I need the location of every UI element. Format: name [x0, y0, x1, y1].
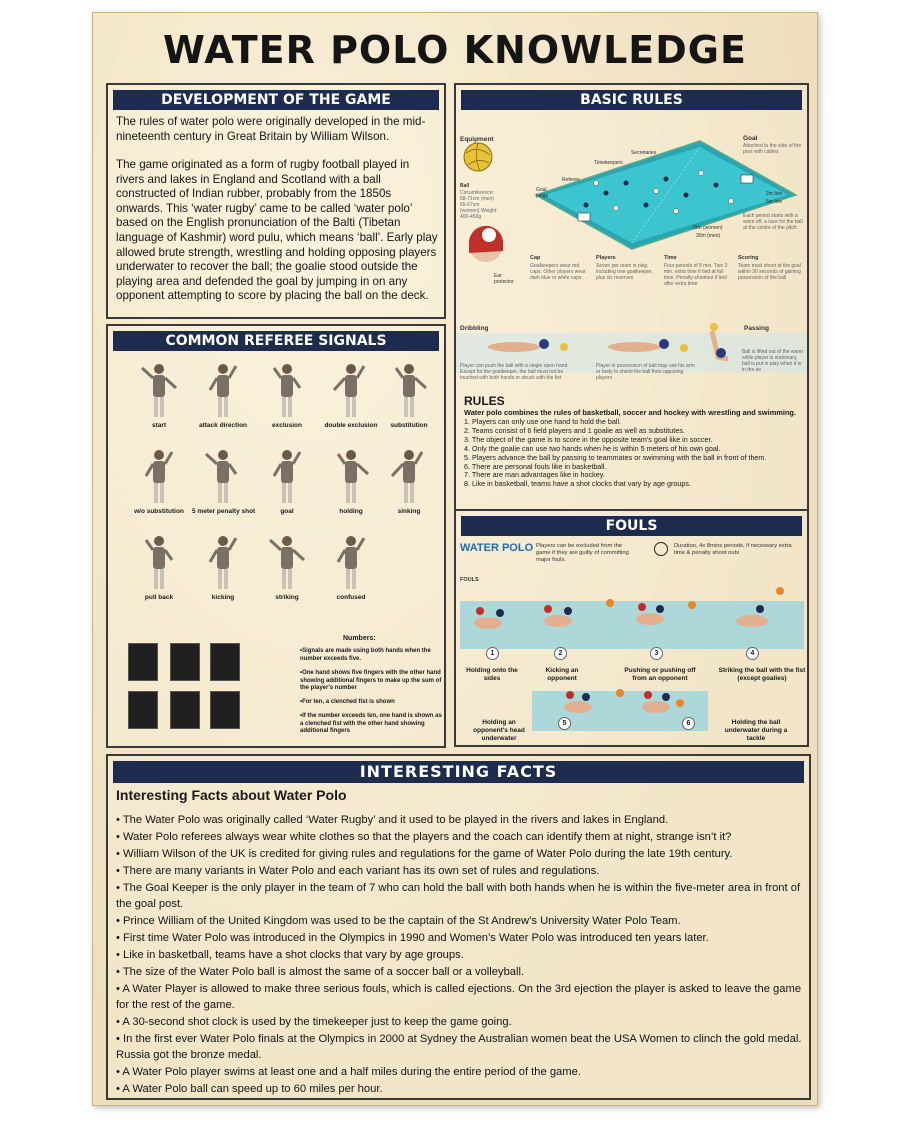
referee-figure-icon	[128, 360, 190, 420]
referee-signal	[128, 532, 190, 601]
hand-number-icon	[210, 691, 240, 729]
poster	[92, 12, 818, 1106]
foul-number: 6	[682, 717, 695, 730]
rule-item: 8. Like in basketball, teams have a shot clocks that vary by age groups.	[464, 479, 691, 489]
signal-label: striking	[275, 594, 299, 601]
fact-item: • Like in basketball, teams have a shot clocks that vary by age groups.	[116, 949, 464, 961]
women-length-label: 25m (women)	[692, 225, 723, 231]
foul-number: 1	[486, 647, 499, 660]
referee-label: Referee	[562, 177, 580, 183]
hand-number-icon	[128, 691, 158, 729]
signal-label: pull back	[144, 594, 174, 601]
foul-number: 2	[554, 647, 567, 660]
rules-title: RULES	[464, 394, 505, 408]
dribbling-label: Dribbling	[460, 325, 489, 332]
rule-item: 6. There are personal fouls like in basketball.	[464, 461, 607, 471]
referee-figure-icon	[320, 360, 382, 420]
cap-note: Goalkeepers wear red caps. Other players wear dark blue or white caps	[530, 263, 586, 281]
referee-figure-icon	[256, 360, 318, 420]
fact-item: • Water Polo referees always wear white clothes so that the players and the coach can identify them at night, strange isn’t it?	[116, 831, 732, 843]
dribbling-note: Player can push the ball with a single open hand. Except for the goalkeeper, the ball must not be touched with both hands or struck with the fist	[460, 363, 569, 381]
goal-note: Attached to the side of the pool with cables	[743, 143, 802, 155]
signal-label: 5 meter penalty shot	[192, 508, 256, 515]
fact-item: • The Water Polo was originally called ‘Water Rugby’ and it used to be played in the rivers and lakes in England.	[116, 814, 669, 826]
ball-note: Circumference: 68-71cm (men) 65-67cm (women) Weight: 400-450g	[460, 190, 498, 220]
referee-signal	[320, 446, 382, 515]
fouls-label: FOULS	[460, 577, 479, 583]
foul-caption: Holding the ball underwater during a tackle	[724, 719, 788, 742]
scoring-label: Scoring	[738, 255, 759, 261]
fact-item: • In the first ever Water Polo finals at the Olympics in 2000 at Sydney the Australian women beat the USA Women to clinch the gold medal. Russia got the bronze medal.	[116, 1033, 802, 1061]
stopwatch-icon	[654, 542, 668, 556]
basic-rules-heading: BASIC RULES	[461, 90, 802, 110]
referee-figure-icon	[192, 446, 254, 506]
referee-signal	[378, 360, 440, 429]
rule-item: 7. There are man advantages like in hockey.	[464, 470, 605, 480]
signal-label: substitution	[390, 422, 428, 429]
signal-label: goal	[280, 508, 294, 515]
foul-number: 4	[746, 647, 759, 660]
numbers-note: •For ten, a clenched fist is shown	[300, 699, 395, 705]
referee-signal	[320, 532, 382, 601]
fact-item: • William Wilson of the UK is credited for giving rules and regulations for the game of Water Polo during the late 19th century.	[116, 848, 733, 860]
referee-signal	[128, 360, 190, 429]
signal-label: start	[151, 422, 167, 429]
ball-icon	[464, 143, 492, 171]
hand-number-icon	[210, 643, 240, 681]
fact-item: • There are many variants in Water Polo and each variant has its own set of rules and regulations.	[116, 865, 600, 877]
men-length-label: 30m (men)	[696, 233, 721, 239]
two-metre-line-label: 2m line	[766, 191, 783, 197]
five-metre-line-label: 5m line	[766, 199, 783, 205]
time-note: Four periods of 8 min. Two 3 min. extra time if tied at full time. Penalty shootout if tied after extra time	[664, 263, 728, 287]
referee-signal	[256, 360, 318, 429]
referee-signal	[192, 360, 254, 429]
water-polo-logo: WATER POLO	[460, 542, 534, 554]
rule-item: 3. The object of the game is to score in the opposite team's goal like in soccer.	[464, 434, 713, 444]
foul-caption: Kicking an opponent	[545, 667, 579, 682]
cap-label: Cap	[530, 255, 541, 261]
referee-figure-icon	[256, 446, 318, 506]
numbers-note: •One hand shows five fingers with the other hand showing additional fingers to make up the sum of the player's number	[300, 670, 442, 691]
foul-caption: Pushing or pushing off from an opponent	[624, 667, 696, 682]
fact-item: • A Water Player is allowed to make three serious fouls, which is called ejections. On the 3rd ejection the player is asked to leave the game for the rest of the game.	[116, 983, 802, 1011]
passing-label: Passing	[744, 325, 769, 332]
referee-signal	[192, 532, 254, 601]
referee-figure-icon	[256, 532, 318, 592]
development-heading: DEVELOPMENT OF THE GAME	[113, 90, 439, 110]
equipment-label: Equipment	[460, 136, 494, 143]
scoring-note: Team must shoot at the goal within 30 seconds of gaining possession of the ball	[738, 263, 801, 281]
referee-signal	[320, 360, 382, 429]
signal-label: w/o substitution	[134, 508, 184, 515]
numbers-title: Numbers:	[343, 635, 376, 642]
period-note: Each period starts with a swim off, a race for the ball at the centre of the pitch	[743, 213, 803, 231]
fact-item: • The Goal Keeper is the only player in the team of 7 who can hold the ball with both hands when he is within the five-meter area in front of the goal post.	[116, 882, 801, 910]
ear-protector-label: Ear protector	[494, 273, 514, 285]
development-paragraph: The rules of water polo were originally developed in the mid-nineteenth century in Great Britain by William Wilson.	[116, 115, 426, 143]
foul-number: 3	[650, 647, 663, 660]
fact-item: • A Water Polo player swims at least one and a half miles during the entire period of the game.	[116, 1066, 581, 1078]
hand-number-icon	[170, 643, 200, 681]
signal-label: holding	[339, 508, 363, 515]
referee-figure-icon	[378, 360, 440, 420]
fact-item: • A Water Polo ball can speed up to 60 miles per hour.	[116, 1083, 383, 1095]
players-note: Seven per team in play, including one goalkeeper, plus six reserves	[596, 263, 653, 281]
signal-label: attack direction	[198, 422, 248, 429]
rule-item: 1. Players can only use one hand to hold the ball.	[464, 417, 622, 426]
passing-note: Ball is lifted out of the water while player is stationary, ball is put in play when it is in the air	[742, 349, 804, 373]
facts-panel	[106, 754, 811, 1100]
goal-judge-label: Goal judge	[536, 187, 549, 199]
foul-number: 5	[558, 717, 571, 730]
fouls-panel	[454, 509, 809, 747]
foul-caption: Holding onto the sides	[466, 667, 518, 682]
referee-signal	[256, 532, 318, 601]
referee-signal	[192, 446, 254, 515]
signal-label: double exclusion	[324, 422, 378, 429]
fouls-intro: Players can be excluded from the game if they are guilty of committing major fouls.	[536, 543, 629, 563]
rule-item: 5. Players advance the ball by passing to teammates or swimming with the ball in front of them.	[464, 452, 767, 462]
fact-item: • The size of the Water Polo ball is almost the same of a soccer ball or a volleyball.	[116, 966, 525, 978]
referee-figure-icon	[320, 446, 382, 506]
referee-figure-icon	[320, 532, 382, 592]
signal-label: sinking	[397, 508, 421, 515]
facts-subheading: Interesting Facts about Water Polo	[116, 787, 347, 803]
foul-caption: Striking the ball with the fist (except goalies)	[718, 667, 806, 682]
hand-number-icon	[170, 691, 200, 729]
referee-figure-icon	[378, 446, 440, 506]
goal-label: Goal	[743, 135, 758, 142]
numbers-note: •Signals are made using both hands when the number exceeds five.	[300, 648, 431, 662]
secretaries-label: Secretaries	[631, 150, 657, 156]
dribbling-note: Player in possession of ball may use his arm or body to shield the ball from opposing players	[596, 363, 695, 381]
rules-intro: Water polo combines the rules of basketball, soccer and hockey with wrestling and swimming.	[464, 408, 796, 417]
referee-heading: COMMON REFEREE SIGNALS	[113, 331, 439, 351]
referee-figure-icon	[192, 532, 254, 592]
signal-label: exclusion	[272, 422, 302, 429]
referee-figure-icon	[192, 360, 254, 420]
referee-signal	[128, 446, 190, 515]
fact-item: • Prince William of the United Kingdom was used to be the captain of the St Andrew’s University Water Polo Team.	[116, 915, 681, 927]
rule-item: 2. Teams consist of 6 field players and 1 goalie as well as substitutes.	[464, 425, 685, 435]
facts-heading: INTERESTING FACTS	[113, 761, 804, 783]
fact-item: • First time Water Polo was introduced in the Olympics in 1990 and Women’s Water Polo was introduced ten years later.	[116, 932, 709, 944]
referee-signal	[256, 446, 318, 515]
fouls-heading: FOULS	[461, 516, 802, 536]
page-title: WATER POLO KNOWLEDGE	[163, 28, 747, 72]
time-label: Time	[664, 255, 677, 261]
numbers-note: •If the number exceeds ten, one hand is shown as a clenched fist with the other hand showing additional fingers	[300, 713, 442, 734]
referee-signals-panel	[106, 324, 446, 748]
fact-item: • A 30-second shot clock is used by the timekeeper just to keep the game going.	[116, 1016, 512, 1028]
referee-figure-icon	[128, 446, 190, 506]
development-panel	[106, 83, 446, 319]
duration-note: Duration, 4x 8mins periods, if necessary extra time & penalty shoot outs	[674, 543, 792, 556]
referee-figure-icon	[128, 532, 190, 592]
rule-item: 4. Only the goalie can use two hands when he is within 5 meters of his own goal.	[464, 443, 721, 453]
signal-label: confused	[336, 594, 366, 601]
development-paragraph: The game originated as a form of rugby football played in rivers and lakes in England and Scotland with a ball constructed of Indian rubber, probably from the 1850s onwards. This ‘water rugby’ came to be called ‘water polo’ based on the English pronunciation of the Balti (Tibetan language of Kashmir) word pulu, which means ‘ball’. Early play allowed brute strength, wrestling and holding opposing players underwater to recover the ball; the goalie stood outside the playing area and defended the goal by jumping in on any opponent attempting to score by placing the ball on the deck.	[116, 158, 438, 303]
foul-caption: Holding an opponent's head underwater	[473, 719, 525, 742]
referee-signal	[378, 446, 440, 515]
basic-rules-panel	[454, 83, 809, 511]
players-label: Players	[596, 255, 616, 261]
signal-label: kicking	[211, 594, 235, 601]
timekeepers-label: Timekeepers	[594, 160, 623, 166]
ball-label: Ball	[460, 183, 470, 189]
hand-number-icon	[128, 643, 158, 681]
